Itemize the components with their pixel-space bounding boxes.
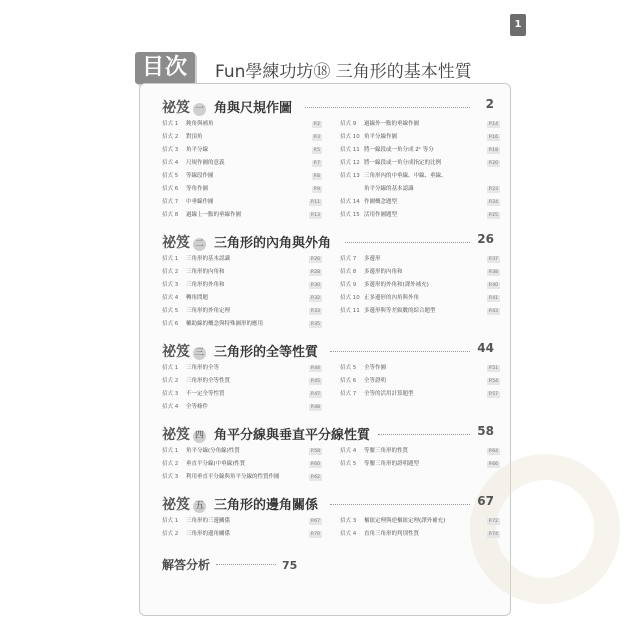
chapter-title[interactable]: [162, 232, 331, 252]
item-text: 三角形的邊角關係: [186, 531, 231, 537]
page-badge: P.54: [488, 379, 498, 384]
page-badge: P.67: [310, 519, 320, 524]
item-text: 不一定全等性質: [186, 391, 225, 397]
chapter-label: 祕笈: [162, 344, 190, 360]
item-label: 招式 8: [340, 269, 357, 275]
page-badge: P.58: [310, 449, 320, 454]
list-item[interactable]: [162, 132, 322, 145]
list-item[interactable]: [162, 363, 322, 376]
item-text: 等腰三角形的證明題型: [364, 461, 420, 467]
page-badge: P.32: [310, 296, 320, 301]
page-badge: P.45: [310, 379, 320, 384]
list-item[interactable]: [340, 376, 500, 389]
item-text: 角平分線的基本認識: [364, 186, 414, 192]
page-badge: P.18: [488, 148, 498, 153]
list-item[interactable]: [162, 516, 322, 529]
item-text: 活用作圖題型: [364, 212, 398, 218]
leader-dots: [345, 242, 470, 243]
item-text: 三角形的外角和: [186, 282, 225, 288]
list-item[interactable]: [162, 280, 322, 293]
item-text: 全等的活用計算題型: [364, 391, 414, 397]
page-badge: P.5: [313, 148, 320, 153]
item-text: 直角三角形的判別性質: [364, 531, 420, 537]
item-label: 招式 5: [340, 365, 357, 371]
list-item[interactable]: [340, 529, 500, 542]
item-label: 招式 10: [340, 134, 360, 140]
page-badge: P.25: [488, 213, 498, 218]
item-text: 三角形的內角和: [186, 269, 225, 275]
item-label: 招式 9: [340, 282, 357, 288]
item-text: 角平分線(分角線)性質: [186, 448, 240, 454]
item-text: 中垂線作圖: [186, 199, 214, 205]
page-badge: P.26: [310, 257, 320, 262]
items-left-column: [162, 363, 322, 415]
chapter-name: 三角形的全等性質: [214, 345, 319, 360]
list-item[interactable]: [340, 459, 500, 472]
chapter-page: 58: [477, 424, 494, 438]
list-item[interactable]: [162, 254, 322, 267]
item-label: 招式 6: [340, 378, 357, 384]
item-label: 招式 4: [162, 160, 179, 166]
list-item[interactable]: [162, 171, 322, 184]
item-text: 過線上一點的垂線作圖: [186, 212, 242, 218]
item-label: 招式 2: [162, 378, 179, 384]
item-label: 招式 3: [162, 147, 179, 153]
page-badge: P.35: [310, 322, 320, 327]
item-label: 招式 1: [162, 121, 179, 127]
page-badge: P.41: [488, 296, 498, 301]
list-item[interactable]: [340, 197, 500, 210]
item-text: 樞紐定理與逆樞紐定理(譯外補充): [364, 518, 446, 524]
item-text: 尺規作圖的意義: [186, 160, 225, 166]
item-text: 等線段作圖: [186, 173, 214, 179]
items-right-column: [340, 516, 500, 542]
list-item[interactable]: [340, 293, 500, 306]
item-label: 招式 6: [162, 186, 179, 192]
list-item[interactable]: [340, 280, 500, 293]
page-badge: P.48: [310, 405, 320, 410]
chapter-label: 祕笈: [162, 235, 190, 251]
item-text: 三角形的三邊關係: [186, 518, 231, 524]
item-label: 招式 1: [162, 365, 179, 371]
chapter-name: 角平分線與垂直平分線性質: [214, 428, 371, 443]
item-label: 招式 1: [162, 256, 179, 262]
page-badge: P.57: [488, 392, 498, 397]
item-label: 招式 13: [340, 173, 360, 179]
list-item[interactable]: [162, 267, 322, 280]
page-badge: P.24: [488, 200, 498, 205]
page-number: 1: [510, 14, 526, 36]
item-text: 垂直平分線(中垂線)性質: [186, 461, 246, 467]
chapter-number: 三: [194, 348, 204, 358]
item-label: 招式 3: [162, 474, 179, 480]
list-item[interactable]: [340, 389, 500, 402]
item-label: 招式 5: [162, 308, 179, 314]
list-item[interactable]: [162, 459, 322, 472]
chapter-label: 祕笈: [162, 100, 190, 116]
page-badge: P.37: [488, 257, 498, 262]
list-item[interactable]: [340, 119, 500, 132]
page-badge: P.33: [310, 309, 320, 314]
item-text: 過線外一點的垂線作圖: [364, 121, 420, 127]
item-text: 將一線段或一角分成指定的比例: [364, 160, 442, 166]
leader-dots: [305, 107, 470, 108]
item-text: 等角作圖: [186, 186, 209, 192]
item-text: 三角形內的中垂線、中線、垂線、: [364, 173, 447, 179]
items-left-column: [162, 446, 322, 485]
page-badge: P.51: [488, 366, 498, 371]
leader-dots: [216, 564, 276, 565]
page-badge: P.40: [488, 283, 498, 288]
item-label: 招式 4: [162, 295, 179, 301]
page-badge: P.62: [310, 475, 320, 480]
list-item[interactable]: [162, 306, 322, 319]
page-badge: P.72: [488, 519, 498, 524]
items-right-column: [340, 254, 500, 319]
list-item[interactable]: [162, 472, 322, 485]
chapter-label: 祕笈: [162, 427, 190, 443]
list-item[interactable]: [162, 158, 322, 171]
item-label: 招式 9: [340, 121, 357, 127]
list-item[interactable]: [162, 210, 322, 223]
list-item[interactable]: [340, 132, 500, 145]
item-text: 角平分線作圖: [364, 134, 398, 140]
item-text: 三角形的外角定理: [186, 308, 231, 314]
item-label: 招式 1: [162, 518, 179, 524]
contents-panel: [139, 83, 511, 616]
list-item[interactable]: [340, 254, 500, 267]
item-text: 三角形的基本認識: [186, 256, 231, 262]
list-item[interactable]: [340, 306, 500, 319]
items-right-column: [340, 363, 500, 402]
item-label: 招式 2: [162, 531, 179, 537]
item-label: 招式 15: [340, 212, 360, 218]
answer-section[interactable]: [162, 554, 297, 573]
item-label: 招式 11: [340, 147, 360, 153]
item-text: 多邊形: [364, 256, 381, 262]
list-item[interactable]: [162, 197, 322, 210]
page-badge: P.30: [310, 283, 320, 288]
item-label: 招式 3: [162, 282, 179, 288]
page-badge: P.7: [313, 161, 320, 166]
item-label: 招式 4: [340, 448, 357, 454]
item-label: 招式 11: [340, 308, 360, 314]
page-badge: P.43: [488, 309, 498, 314]
item-text: 三角形的全等: [186, 365, 220, 371]
chapter-title[interactable]: [162, 424, 370, 444]
list-item[interactable]: [162, 529, 322, 542]
page-badge: P.38: [488, 270, 498, 275]
page-badge: P.8: [313, 174, 320, 179]
page-badge: P.2: [313, 122, 320, 127]
item-text: 全等證明: [364, 378, 387, 384]
book-subtitle: Fun學練功坊⑱ 三角形的基本性質: [215, 62, 472, 82]
page-badge: P.14: [488, 122, 498, 127]
item-label: 招式 6: [162, 321, 179, 327]
chapter-label: 祕笈: [162, 497, 190, 513]
item-text: 全等條件: [186, 404, 209, 410]
list-item[interactable]: [162, 376, 322, 389]
chapter-title[interactable]: [162, 494, 318, 514]
list-item[interactable]: [162, 119, 322, 132]
item-label: 招式 10: [340, 295, 360, 301]
page-badge: P.16: [488, 135, 498, 140]
items-left-column: [162, 119, 322, 223]
list-item[interactable]: [340, 210, 500, 223]
items-left-column: [162, 254, 322, 332]
item-label: 招式 2: [162, 269, 179, 275]
item-text: 三角形的全等性質: [186, 378, 231, 384]
item-text: 多邊形與等差級數的綜合題型: [364, 308, 436, 314]
item-label: 招式 4: [162, 404, 179, 410]
page-badge: P.28: [310, 270, 320, 275]
list-item[interactable]: [340, 158, 500, 171]
chapter-title[interactable]: [162, 341, 318, 361]
item-text: 鈍角與補角: [186, 121, 214, 127]
list-item[interactable]: [340, 446, 500, 459]
item-label: 招式 3: [162, 391, 179, 397]
item-label: 招式 7: [340, 391, 357, 397]
page-badge: P.47: [310, 392, 320, 397]
list-item[interactable]: [340, 171, 500, 184]
item-text: 多邊形的內角和: [364, 269, 403, 275]
item-label: 招式 5: [162, 173, 179, 179]
items-right-column: [340, 446, 500, 472]
item-label: 招式 3: [340, 518, 357, 524]
list-item[interactable]: [162, 446, 322, 459]
page-badge: P.70: [310, 532, 320, 537]
item-text: 轉角問題: [186, 295, 209, 301]
list-item[interactable]: [162, 319, 322, 332]
item-text: 作圖概念題型: [364, 199, 398, 205]
item-label: 招式 5: [340, 461, 357, 467]
list-item[interactable]: [162, 145, 322, 158]
item-label: 招式 14: [340, 199, 360, 205]
items-right-column: [340, 119, 500, 223]
answer-page: 75: [282, 559, 298, 572]
page-badge: P.66: [488, 462, 498, 467]
item-label: 招式 7: [162, 199, 179, 205]
page-badge: P.60: [310, 462, 320, 467]
page-badge: P.44: [310, 366, 320, 371]
chapter-number: 四: [194, 431, 204, 441]
item-label: 招式 2: [162, 134, 179, 140]
item-text: 多邊形的外角和(譯外補充): [364, 282, 429, 288]
chapter-page: 2: [485, 97, 494, 111]
page-badge: P.74: [488, 532, 498, 537]
page-badge: P.23: [488, 187, 498, 192]
item-text: 等腰三角形的性質: [364, 448, 409, 454]
item-label: 招式 2: [162, 461, 179, 467]
list-item[interactable]: [162, 402, 322, 415]
chapter-page: 67: [477, 494, 494, 508]
item-text: 角平分線: [186, 147, 209, 153]
item-text: 輔助線的概念與特殊圖形的應用: [186, 321, 264, 327]
list-item[interactable]: [162, 184, 322, 197]
answer-title: 解答分析: [162, 558, 211, 572]
list-item[interactable]: [162, 389, 322, 402]
chapter-title[interactable]: [162, 97, 292, 117]
leader-dots: [330, 351, 470, 352]
header: [135, 52, 515, 86]
page-badge: P.13: [310, 213, 320, 218]
chapter-name: 角與尺規作圖: [214, 101, 293, 116]
list-item[interactable]: [340, 145, 500, 158]
page-badge: P.64: [488, 449, 498, 454]
chapter-number: 一: [194, 104, 204, 114]
item-label: 招式 4: [340, 531, 357, 537]
items-left-column: [162, 516, 322, 542]
page-badge: P.11: [310, 200, 320, 205]
item-label: 招式 8: [162, 212, 179, 218]
list-item[interactable]: [162, 293, 322, 306]
item-label: 招式 7: [340, 256, 357, 262]
page-badge: P.9: [313, 187, 320, 192]
chapter-name: 三角形的邊角關係: [214, 498, 319, 513]
item-label: 招式 1: [162, 448, 179, 454]
list-item[interactable]: [340, 516, 500, 529]
page-badge: P.3: [313, 135, 320, 140]
page-badge: P.20: [488, 161, 498, 166]
item-label: 招式 12: [340, 160, 360, 166]
contents-logo: 目次: [135, 52, 195, 84]
item-text: 利用垂直平分線與角平分線的性質作圖: [186, 474, 280, 480]
list-item[interactable]: [340, 267, 500, 280]
chapter-number: 二: [194, 239, 204, 249]
item-text: 對頂角: [186, 134, 203, 140]
chapter-name: 三角形的內角與外角: [214, 236, 332, 251]
leader-dots: [378, 434, 470, 435]
chapter-page: 44: [477, 341, 494, 355]
item-text: 全等作圖: [364, 365, 387, 371]
list-item[interactable]: [340, 363, 500, 376]
item-text: 將一線段或一角分成 2ⁿ 等分: [364, 147, 434, 153]
item-text: 正多邊形的內角與外角: [364, 295, 420, 301]
list-item[interactable]: [340, 184, 500, 197]
chapter-page: 26: [477, 232, 494, 246]
chapter-number: 五: [194, 501, 204, 511]
leader-dots: [330, 504, 470, 505]
